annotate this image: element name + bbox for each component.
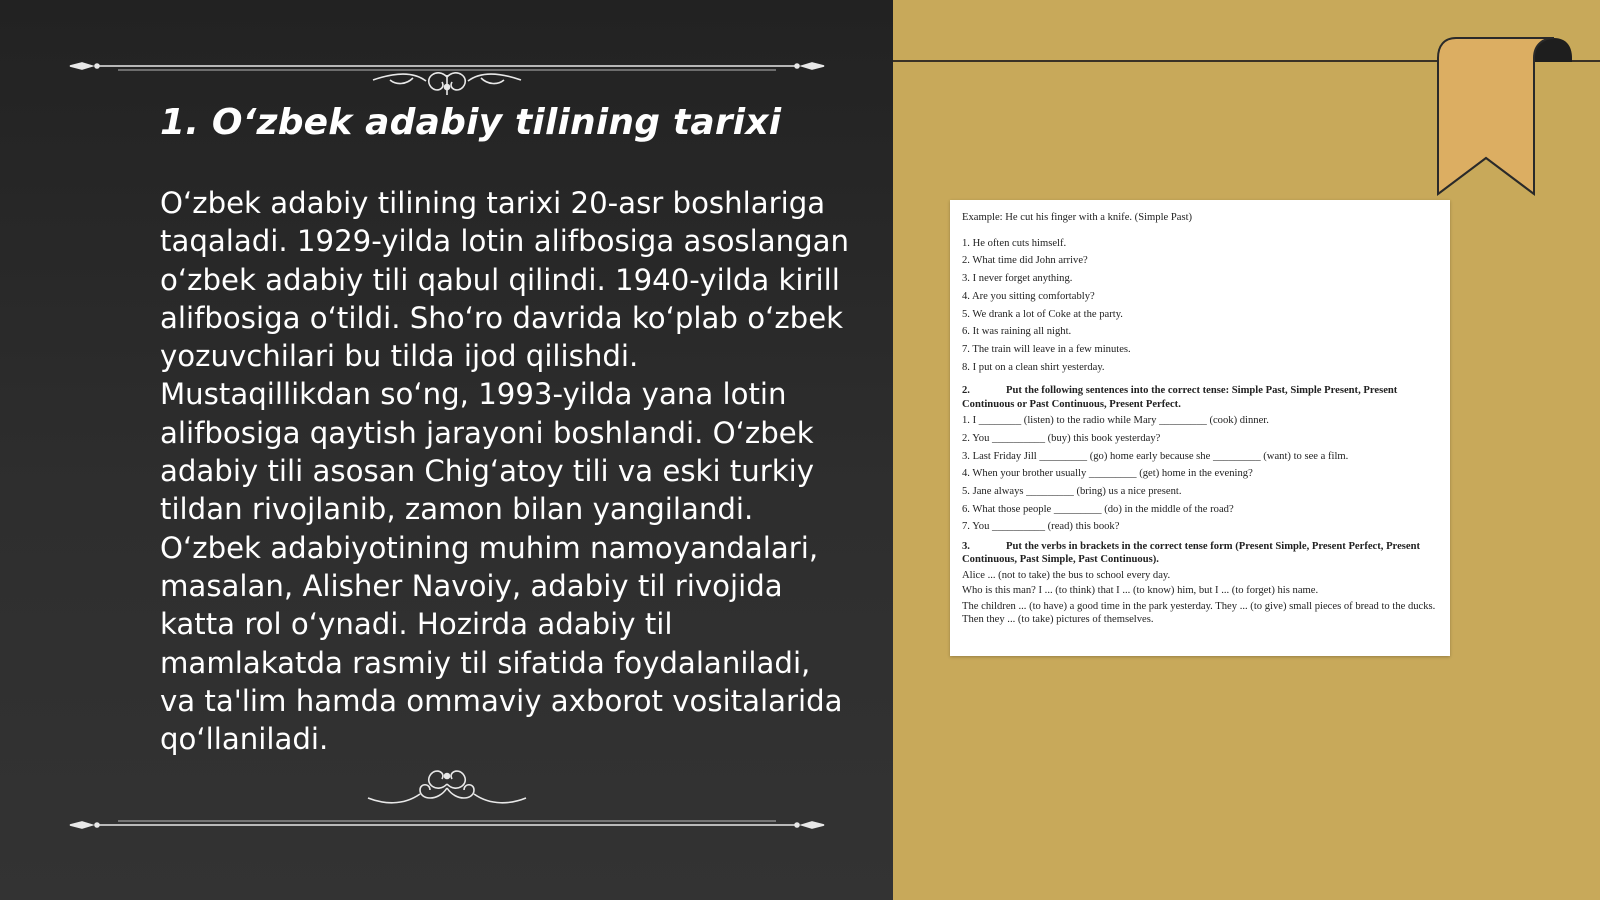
worksheet-line: 1. I ________ (listen) to the radio while Mary _________ (cook) dinner. [962, 415, 1269, 427]
section-number: 3. [962, 541, 970, 553]
worksheet-line: 8. I put on a clean shirt yesterday. [962, 361, 1105, 373]
section-title: Put the following sentences into the correct tense: Simple Past, Simple Present, Present Continuous or Past Continuous, Present Perfect. [962, 385, 1398, 410]
worksheet-section-2 [962, 412, 1444, 536]
bottom-ornament-divider [68, 770, 826, 830]
worksheet-example: Example: He cut his finger with a knife. (Simple Past) [962, 212, 1193, 223]
worksheet-line: 2. What time did John arrive? [962, 255, 1088, 267]
worksheet-image [950, 200, 1450, 656]
worksheet-line: 3. I never forget anything. [962, 273, 1073, 285]
worksheet-line: 7. You __________ (read) this book? [962, 521, 1120, 533]
worksheet-line: Who is this man? I ... (to think) that I ... (to know) him, but I ... (to forget) his name. [962, 585, 1319, 597]
worksheet-line: 6. What those people _________ (do) in the middle of the road? [962, 503, 1234, 515]
worksheet-line: The children ... (to have) a good time in the park yesterday. They ... (to give) small pieces of bread to the ducks. Then they ... (to take) pictures of themselves. [962, 600, 1436, 626]
worksheet-line: 6. It was raining all night. [962, 326, 1072, 338]
worksheet-section-3 [962, 569, 1444, 627]
section-title: Put the verbs in brackets in the correct tense form (Present Simple, Present Perfect, Present Continuous, Past Simple, Past Continuous). [962, 541, 1421, 566]
worksheet-line: 5. Jane always _________ (bring) us a nice present. [962, 485, 1182, 497]
top-ornament-divider [68, 35, 826, 95]
worksheet-section-2-heading [962, 384, 1444, 411]
worksheet-section-3-heading [962, 540, 1444, 567]
worksheet-line: 5. We drank a lot of Coke at the party. [962, 308, 1123, 320]
worksheet-line: Alice ... (not to take) the bus to school every day. [962, 569, 1171, 581]
slide-body-text: O‘zbek adabiy tilining tarixi 20-asr boshlariga taqaladi. 1929-yilda lotin alifbosiga asoslangan o‘zbek adabiy tili qabul qilindi. 1940-yilda kirill alifbosiga o‘tildi. Sho‘ro davrida ko‘plab o‘zbek yozuvchilari bu tilda ijod qilishdi. Mustaqillikdan so‘ng, 1993-yilda yana lotin alifbosiga qaytish jarayoni boshlandi. O‘zbek adabiy tili asosan Chig‘atoy tili va eski turkiy tildan rivojlanib, zamon bilan yangilandi. O‘zbek adabiyotining muhim namoyandalari, masalan, Alisher Navoiy, adabiy til rivojida katta rol o‘ynadi. Hozirda adabiy til mamlakatda rasmiy til sifatida foydalaniladi, va ta'lim hamda ommaviy axborot vositalarida qo‘llaniladi. [160, 186, 850, 757]
worksheet-line: 4. When your brother usually _________ (get) home in the evening? [962, 468, 1253, 480]
worksheet-line: 2. You __________ (buy) this book yesterday? [962, 432, 1161, 444]
bookmark-ribbon [1432, 36, 1572, 201]
worksheet-line: 4. Are you sitting comfortably? [962, 290, 1095, 302]
section-number: 2. [962, 385, 970, 397]
worksheet-line: 3. Last Friday Jill _________ (go) home early because she _________ (want) to see a film. [962, 450, 1349, 462]
worksheet-line: 1. He often cuts himself. [962, 237, 1067, 249]
slide-title: 1. O‘zbek adabiy tilining tarixi [160, 102, 782, 143]
worksheet-section-1 [962, 235, 1444, 377]
worksheet-line: 7. The train will leave in a few minutes. [962, 343, 1131, 355]
